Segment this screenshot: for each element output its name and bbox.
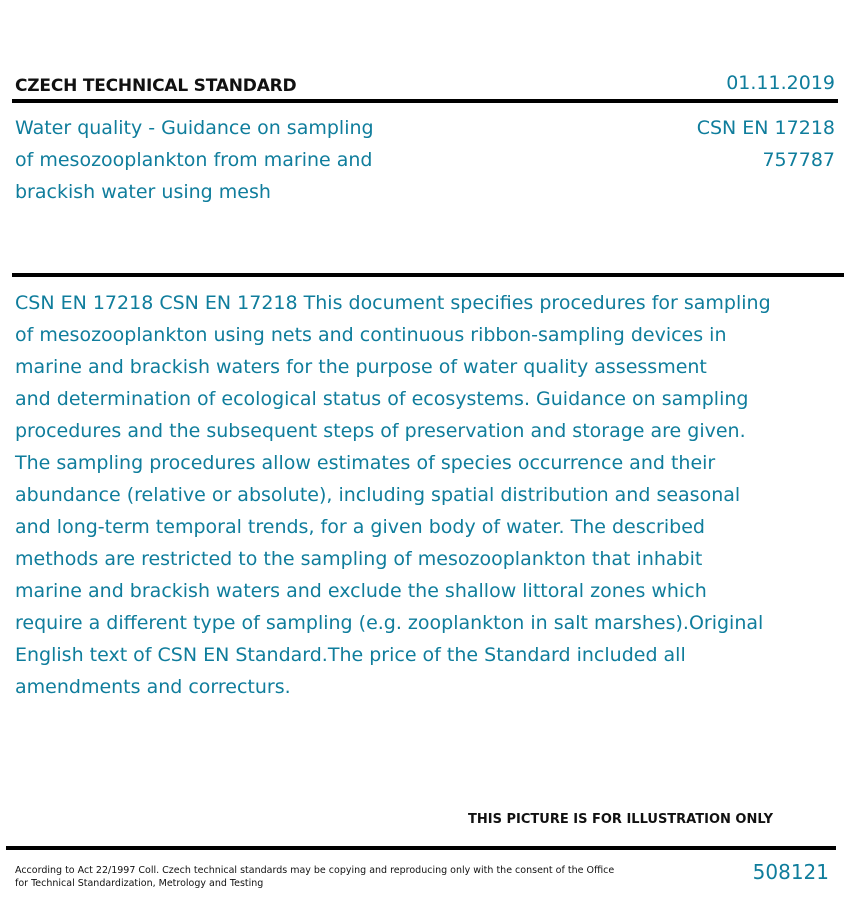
- standard-description: [15, 287, 840, 703]
- legal-line: According to Act 22/1997 Coll. Czech technical standards may be copying and reproducing only with the consent of the Office: [15, 865, 615, 876]
- description-line: require a different type of sampling (e.g. zooplankton in salt marshes).Original: [15, 612, 764, 634]
- document-id: 508121: [752, 860, 829, 884]
- standard-title: [15, 112, 435, 208]
- title-line: brackish water using mesh: [15, 181, 271, 203]
- document-type-label: CZECH TECHNICAL STANDARD: [15, 76, 297, 96]
- catalog-number: 757787: [762, 149, 835, 171]
- description-line: CSN EN 17218 CSN EN 17218 This document specifies procedures for sampling: [15, 292, 771, 314]
- description-line: and long-term temporal trends, for a given body of water. The described: [15, 516, 705, 538]
- description-line: abundance (relative or absolute), including spatial distribution and seasonal: [15, 484, 741, 506]
- description-line: marine and brackish waters and exclude the shallow littoral zones which: [15, 580, 707, 602]
- illustration-notice: THIS PICTURE IS FOR ILLUSTRATION ONLY: [468, 812, 773, 827]
- title-divider: [12, 273, 844, 277]
- footer-divider: [6, 846, 836, 850]
- standard-code: CSN EN 17218: [696, 117, 835, 139]
- description-line: of mesozooplankton using nets and continuous ribbon-sampling devices in: [15, 324, 727, 346]
- description-line: amendments and correcturs.: [15, 676, 291, 698]
- legal-notice: [15, 864, 615, 890]
- standard-codes: [697, 112, 835, 176]
- title-line: Water quality - Guidance on sampling: [15, 117, 374, 139]
- description-line: and determination of ecological status of ecosystems. Guidance on sampling: [15, 388, 749, 410]
- description-line: marine and brackish waters for the purpose of water quality assessment: [15, 356, 707, 378]
- issue-date: 01.11.2019: [726, 72, 835, 94]
- header-divider: [12, 99, 838, 103]
- title-line: of mesozooplankton from marine and: [15, 149, 373, 171]
- description-line: The sampling procedures allow estimates of species occurrence and their: [15, 452, 716, 474]
- legal-line: for Technical Standardization, Metrology and Testing: [15, 878, 264, 889]
- description-line: procedures and the subsequent steps of preservation and storage are given.: [15, 420, 746, 442]
- description-line: methods are restricted to the sampling of mesozooplankton that inhabit: [15, 548, 703, 570]
- description-line: English text of CSN EN Standard.The price of the Standard included all: [15, 644, 686, 666]
